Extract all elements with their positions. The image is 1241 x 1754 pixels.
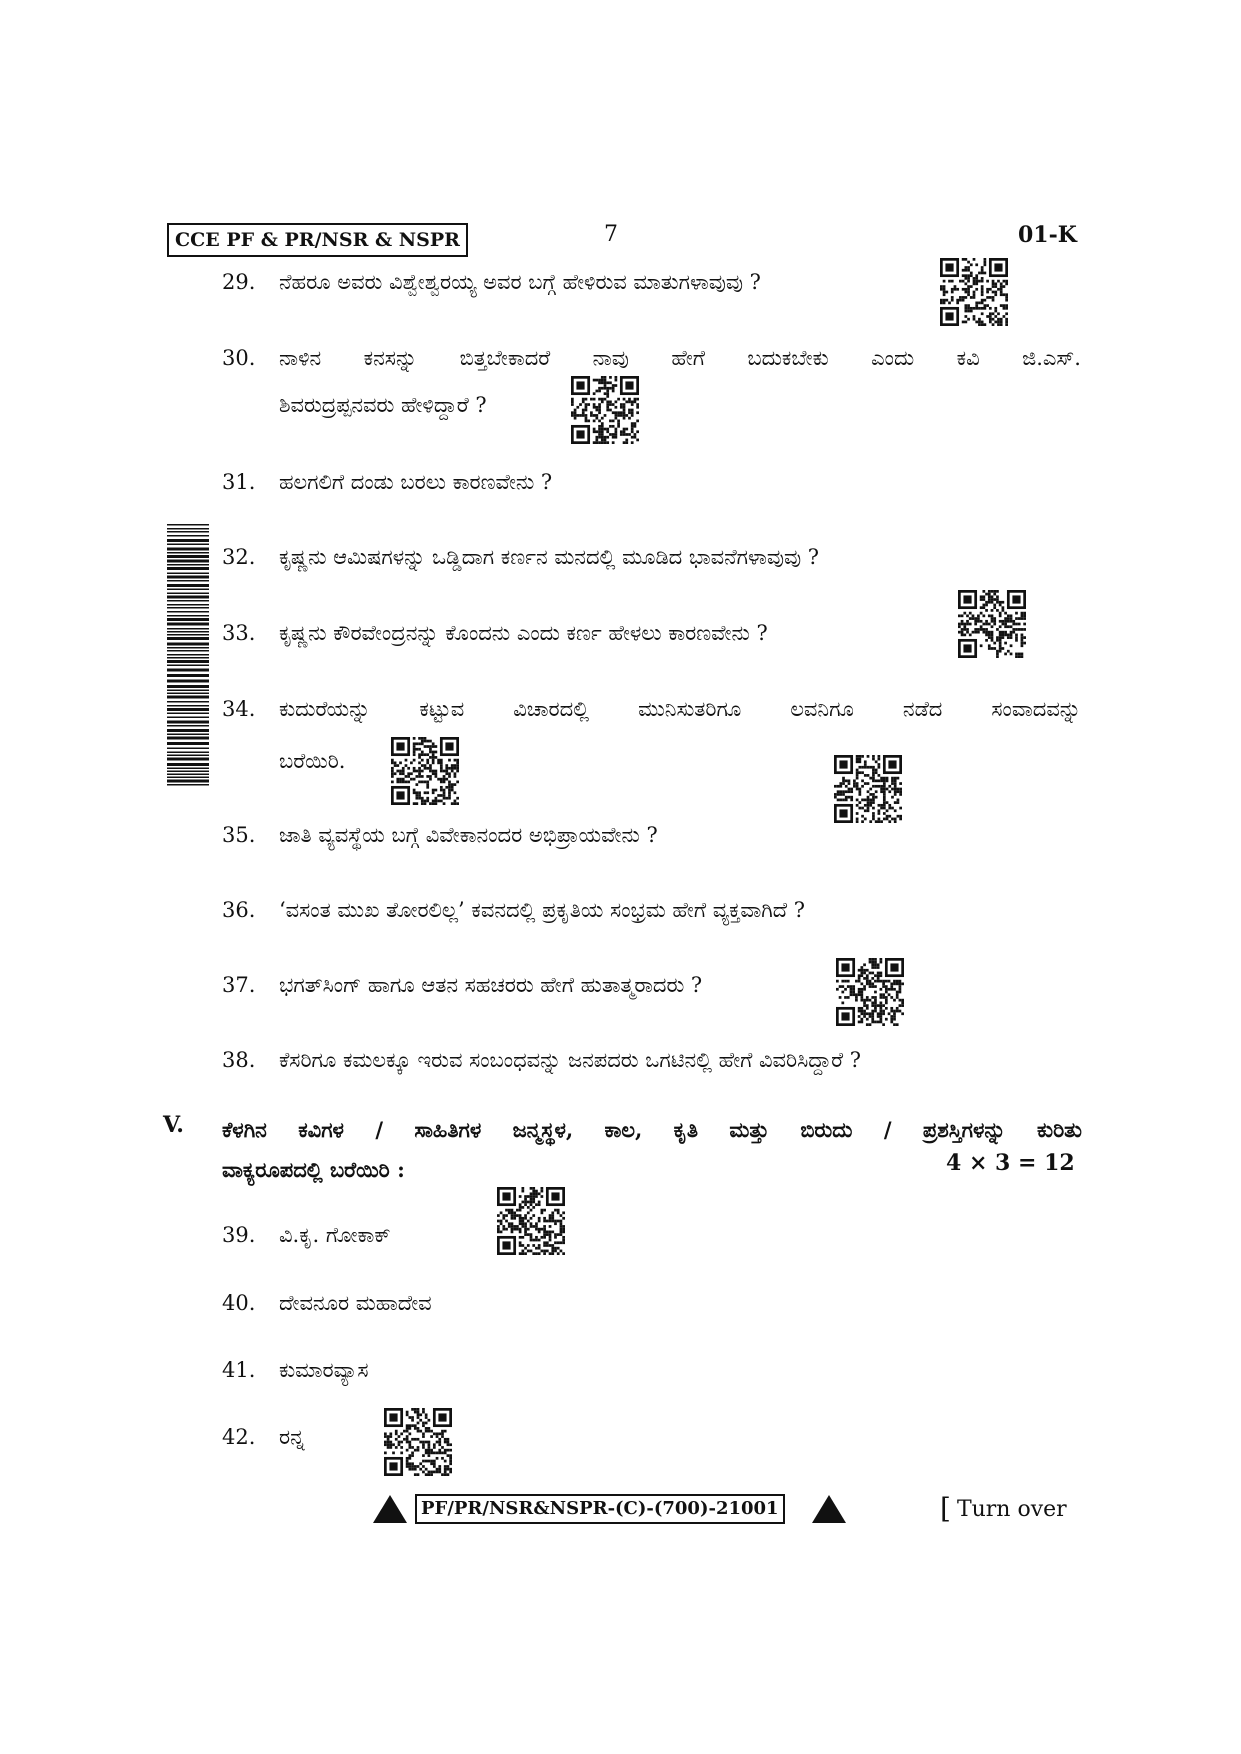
qr-code-icon [834, 755, 902, 823]
question-number: 40. [222, 1291, 256, 1315]
qr-code-icon [391, 737, 459, 805]
question-text-cont: ಬರೆಯಿರಿ. [279, 749, 346, 773]
question-text: ಕೃಷ್ಣನು ಆಮಿಷಗಳನ್ನು ಒಡ್ಡಿದಾಗ ಕರ್ಣನ ಮನದಲ್ಲಿ ಮೂಡಿದ ಭಾವನೆಗಳಾವುವು ? [279, 545, 820, 569]
section-marks: 4 × 3 = 12 [946, 1150, 1075, 1176]
question-text: ಕುದುರೆಯನ್ನು ಕಟ್ಟುವ ವಿಚಾರದಲ್ಲಿ ಮುನಿಸುತರಿಗೂ ಲವನಿಗೂ ನಡೆದ ಸಂವಾದವನ್ನು [279, 697, 1081, 721]
qr-code-icon [384, 1408, 452, 1476]
question-text: ‘ವಸಂತ ಮುಖ ತೋರಲಿಲ್ಲ’ ಕವನದಲ್ಲಿ ಪ್ರಕೃತಿಯ ಸಂಭ್ರಮ ಹೇಗೆ ವ್ಯಕ್ತವಾಗಿದೆ ? [279, 898, 806, 922]
question-number: 29. [222, 270, 256, 294]
question-text: ಕೃಷ್ಣನು ಕೌರವೇಂದ್ರನನ್ನು ಕೊಂದನು ಎಂದು ಕರ್ಣ ಹೇಳಲು ಕಾರಣವೇನು ? [279, 621, 768, 645]
section-instruction-line1: ಕೆಳಗಿನ ಕವಿಗಳ / ಸಾಹಿತಿಗಳ ಜನ್ಮಸ್ಥಳ, ಕಾಲ, ಕೃತಿ ಮತ್ತು ಬಿರುದು / ಪ್ರಶಸ್ತಿಗಳನ್ನು ಕುರಿತು [222, 1117, 1082, 1142]
question-text: ಜಾತಿ ವ್ಯವಸ್ಥೆಯ ಬಗ್ಗೆ ವಿವೇಕಾನಂದರ ಅಭಿಪ್ರಾಯವೇನು ? [279, 823, 658, 847]
qr-code-icon [497, 1187, 565, 1255]
question-number: 38. [222, 1048, 256, 1072]
question-text: ದೇವನೂರ ಮಹಾದೇವ [279, 1291, 432, 1315]
question-number: 30. [222, 346, 256, 370]
triangle-marker-icon [373, 1495, 407, 1523]
question-text: ನೆಹರೂ ಅವರು ವಿಶ್ವೇಶ್ವರಯ್ಯ ಅವರ ಬಗ್ಗೆ ಹೇಳಿರುವ ಮಾತುಗಳಾವುವು ? [279, 270, 761, 294]
question-text: ವಿ.ಕೃ. ಗೋಕಾಕ್ [279, 1223, 391, 1247]
question-text: ಕೆಸರಿಗೂ ಕಮಲಕ್ಕೂ ಇರುವ ಸಂಬಂಧವನ್ನು ಜನಪದರು ಒಗಟಿನಲ್ಲಿ ಹೇಗೆ ವಿವರಿಸಿದ್ದಾರೆ ? [279, 1048, 862, 1072]
question-text: ರನ್ನ [279, 1425, 305, 1449]
qr-code-icon [958, 590, 1026, 658]
section-label: V. [163, 1112, 184, 1138]
question-number: 34. [222, 697, 256, 721]
turn-over-bracket: [ [940, 1492, 951, 1525]
question-text: ಕುಮಾರವ್ಯಾಸ [279, 1358, 369, 1382]
section-instruction-line2: ವಾಕ್ಯರೂಪದಲ್ಲಿ ಬರೆಯಿರಿ : [222, 1157, 405, 1182]
footer-code: PF/PR/NSR&NSPR-(C)-(700)-21001 [415, 1494, 785, 1524]
question-text-cont: ಶಿವರುದ್ರಪ್ಪನವರು ಹೇಳಿದ್ದಾರೆ ? [279, 393, 487, 417]
qr-code-icon [940, 258, 1008, 326]
exam-code-header: CCE PF & PR/NSR & NSPR [167, 223, 468, 257]
triangle-marker-icon [812, 1495, 846, 1523]
qr-code-icon [571, 376, 639, 444]
page-number: 7 [604, 222, 618, 247]
question-number: 31. [222, 470, 256, 494]
question-number: 42. [222, 1425, 256, 1449]
paper-code: 01-K [1018, 222, 1077, 248]
question-number: 41. [222, 1358, 256, 1382]
turn-over-text: Turn over [956, 1497, 1067, 1522]
question-number: 37. [222, 973, 256, 997]
question-text: ನಾಳಿನ ಕನಸನ್ನು ಬಿತ್ತಬೇಕಾದರೆ ನಾವು ಹೇಗೆ ಬದುಕಬೇಕು ಎಂದು ಕವಿ ಜಿ.ಎಸ್. [279, 346, 1081, 370]
turn-over-note [940, 1492, 1067, 1525]
question-number: 32. [222, 545, 256, 569]
question-text: ಭಗತ್‌ಸಿಂಗ್ ಹಾಗೂ ಆತನ ಸಹಚರರು ಹೇಗೆ ಹುತಾತ್ಮರಾದರು ? [279, 973, 703, 997]
question-number: 35. [222, 823, 256, 847]
question-number: 39. [222, 1223, 256, 1247]
question-number: 36. [222, 898, 256, 922]
question-text: ಹಲಗಲಿಗೆ ದಂಡು ಬರಲು ಕಾರಣವೇನು ? [279, 470, 553, 494]
barcode-icon [167, 524, 209, 786]
question-number: 33. [222, 621, 256, 645]
qr-code-icon [836, 958, 904, 1026]
